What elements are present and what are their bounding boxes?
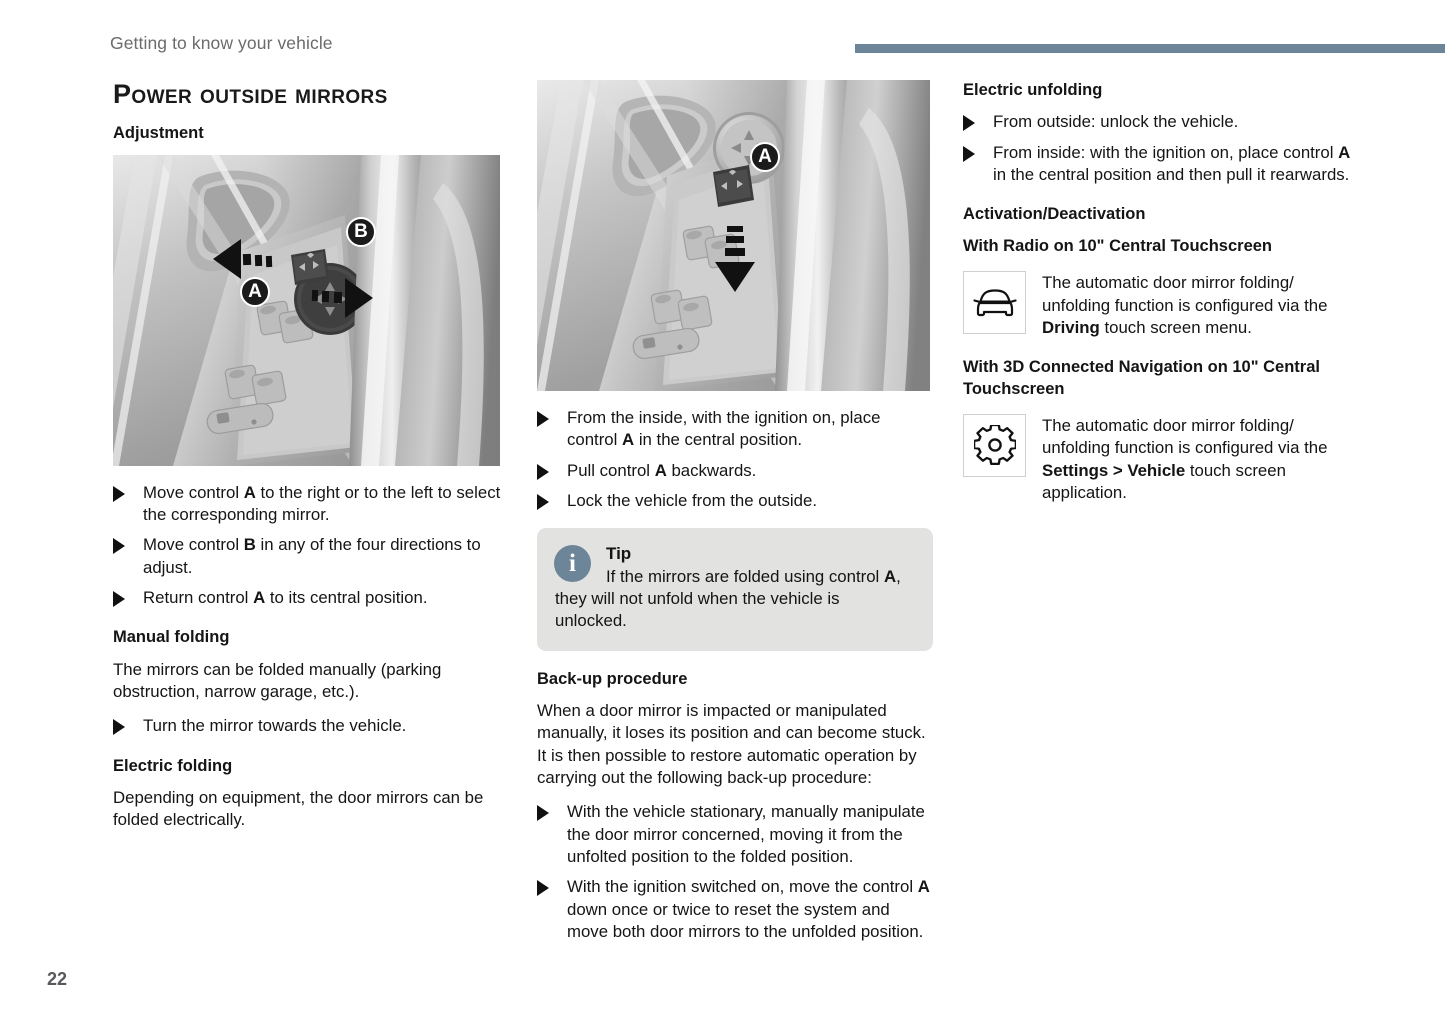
- heading-electric-folding: Electric folding: [113, 756, 233, 775]
- adjustment-bullet-list: [113, 482, 505, 610]
- triangle-bullet-icon: [537, 494, 549, 510]
- bold-term-settings-vehicle: Settings > Vehicle: [1042, 460, 1186, 480]
- door-panel-illustration-2: [537, 80, 930, 391]
- list-item: Move control B in any of the four directions to adjust.: [113, 534, 505, 579]
- triangle-bullet-icon: [537, 411, 549, 427]
- folding-bullet-list: [537, 407, 933, 512]
- tip-callout: [537, 528, 933, 650]
- list-item: [963, 111, 1363, 133]
- figure-door-panel-folding: [537, 80, 930, 391]
- triangle-bullet-icon: [113, 591, 125, 607]
- triangle-bullet-icon: [113, 719, 125, 735]
- info-icon: i: [554, 545, 591, 582]
- triangle-bullet-icon: [537, 880, 549, 896]
- note-nav-text: The automatic door mirror folding/ unfolding function is configured via the Settings > Vehicle touch screen application.: [1042, 416, 1328, 503]
- list-item: Move control A to the right or to the left to select the corresponding mirror.: [113, 482, 505, 527]
- list-item: Pull control A backwards.: [537, 460, 933, 482]
- column-2: [537, 80, 933, 955]
- list-item: From inside: with the ignition on, place control A in the central position and then pull it rearwards.: [963, 142, 1363, 187]
- heading-backup-procedure: Back-up procedure: [537, 669, 688, 688]
- note-nav-touchscreen: [963, 414, 1363, 504]
- running-head: Getting to know your vehicle: [110, 33, 333, 53]
- tip-body: [555, 566, 915, 633]
- figure-callout-b: B: [346, 217, 376, 247]
- manual-folding-body: The mirrors can be folded manually (parking obstruction, narrow garage, etc.).: [113, 659, 442, 701]
- gear-glyph: [974, 425, 1016, 467]
- car-front-icon: [963, 271, 1026, 334]
- list-item: From the inside, with the ignition on, place control A in the central position.: [537, 407, 933, 452]
- heading-nav-touchscreen: With 3D Connected Navigation on 10" Central Touchscreen: [963, 358, 1320, 398]
- tip-body-line2: A, they will not unfold when the vehicle is unlocked.: [555, 566, 901, 631]
- electric-unfolding-bullet-list: [963, 111, 1363, 186]
- tip-body-line1: If the mirrors are folded using control: [606, 566, 880, 586]
- figure-callout-a: A: [750, 142, 780, 172]
- triangle-bullet-icon: [537, 464, 549, 480]
- bold-term-driving: Driving: [1042, 317, 1100, 337]
- door-panel-illustration: [113, 155, 500, 466]
- list-item: [113, 715, 505, 737]
- triangle-bullet-icon: [113, 538, 125, 554]
- gear-icon: [963, 414, 1026, 477]
- car-front-glyph: [972, 286, 1018, 320]
- header-rule: [855, 44, 1445, 53]
- backup-procedure-body: When a door mirror is impacted or manipulated manually, it loses its position and can become stuck. It is then possible to restore automatic operation by carrying out the following back-up procedure:: [537, 701, 926, 788]
- heading-activation-deactivation: Activation/Deactivation: [963, 205, 1146, 224]
- heading-adjustment: Adjustment: [113, 124, 204, 143]
- page-title: Power outside mirrors: [113, 79, 388, 109]
- triangle-bullet-icon: [537, 805, 549, 821]
- list-item: Return control A to its central position.: [113, 587, 505, 609]
- column-3: [963, 80, 1363, 520]
- page-number: 22: [47, 969, 68, 989]
- list-item: Lock the vehicle from the outside.: [537, 490, 933, 512]
- list-item: With the ignition switched on, move the control A down once or twice to reset the system and move both door mirrors to the unfolded position.: [537, 876, 933, 943]
- electric-folding-body: Depending on equipment, the door mirrors can be folded electrically.: [113, 788, 484, 830]
- heading-electric-unfolding: Electric unfolding: [963, 81, 1103, 99]
- list-item-label: With the vehicle stationary, manually manipulate the door mirror concerned, moving it from the unfolted position to the folded position.: [567, 802, 925, 867]
- note-radio-touchscreen: [963, 271, 1363, 339]
- column-1: [113, 80, 505, 844]
- list-item-label: From outside: unlock the vehicle.: [993, 112, 1239, 132]
- triangle-bullet-icon: [963, 115, 975, 131]
- figure-door-panel-adjustment: [113, 155, 500, 466]
- manual-folding-bullet-list: [113, 715, 505, 737]
- figure-callout-a: A: [240, 277, 270, 307]
- note-radio-text: The automatic door mirror folding/ unfolding function is configured via the Driving touch screen menu.: [1042, 273, 1328, 337]
- heading-manual-folding: Manual folding: [113, 628, 230, 647]
- backup-bullet-list: [537, 801, 933, 943]
- list-item-label: Turn the mirror towards the vehicle.: [143, 716, 407, 736]
- list-item: [537, 801, 933, 868]
- triangle-bullet-icon: [963, 146, 975, 162]
- heading-radio-touchscreen: With Radio on 10" Central Touchscreen: [963, 236, 1272, 255]
- tip-title: Tip: [606, 544, 632, 564]
- triangle-bullet-icon: [113, 486, 125, 502]
